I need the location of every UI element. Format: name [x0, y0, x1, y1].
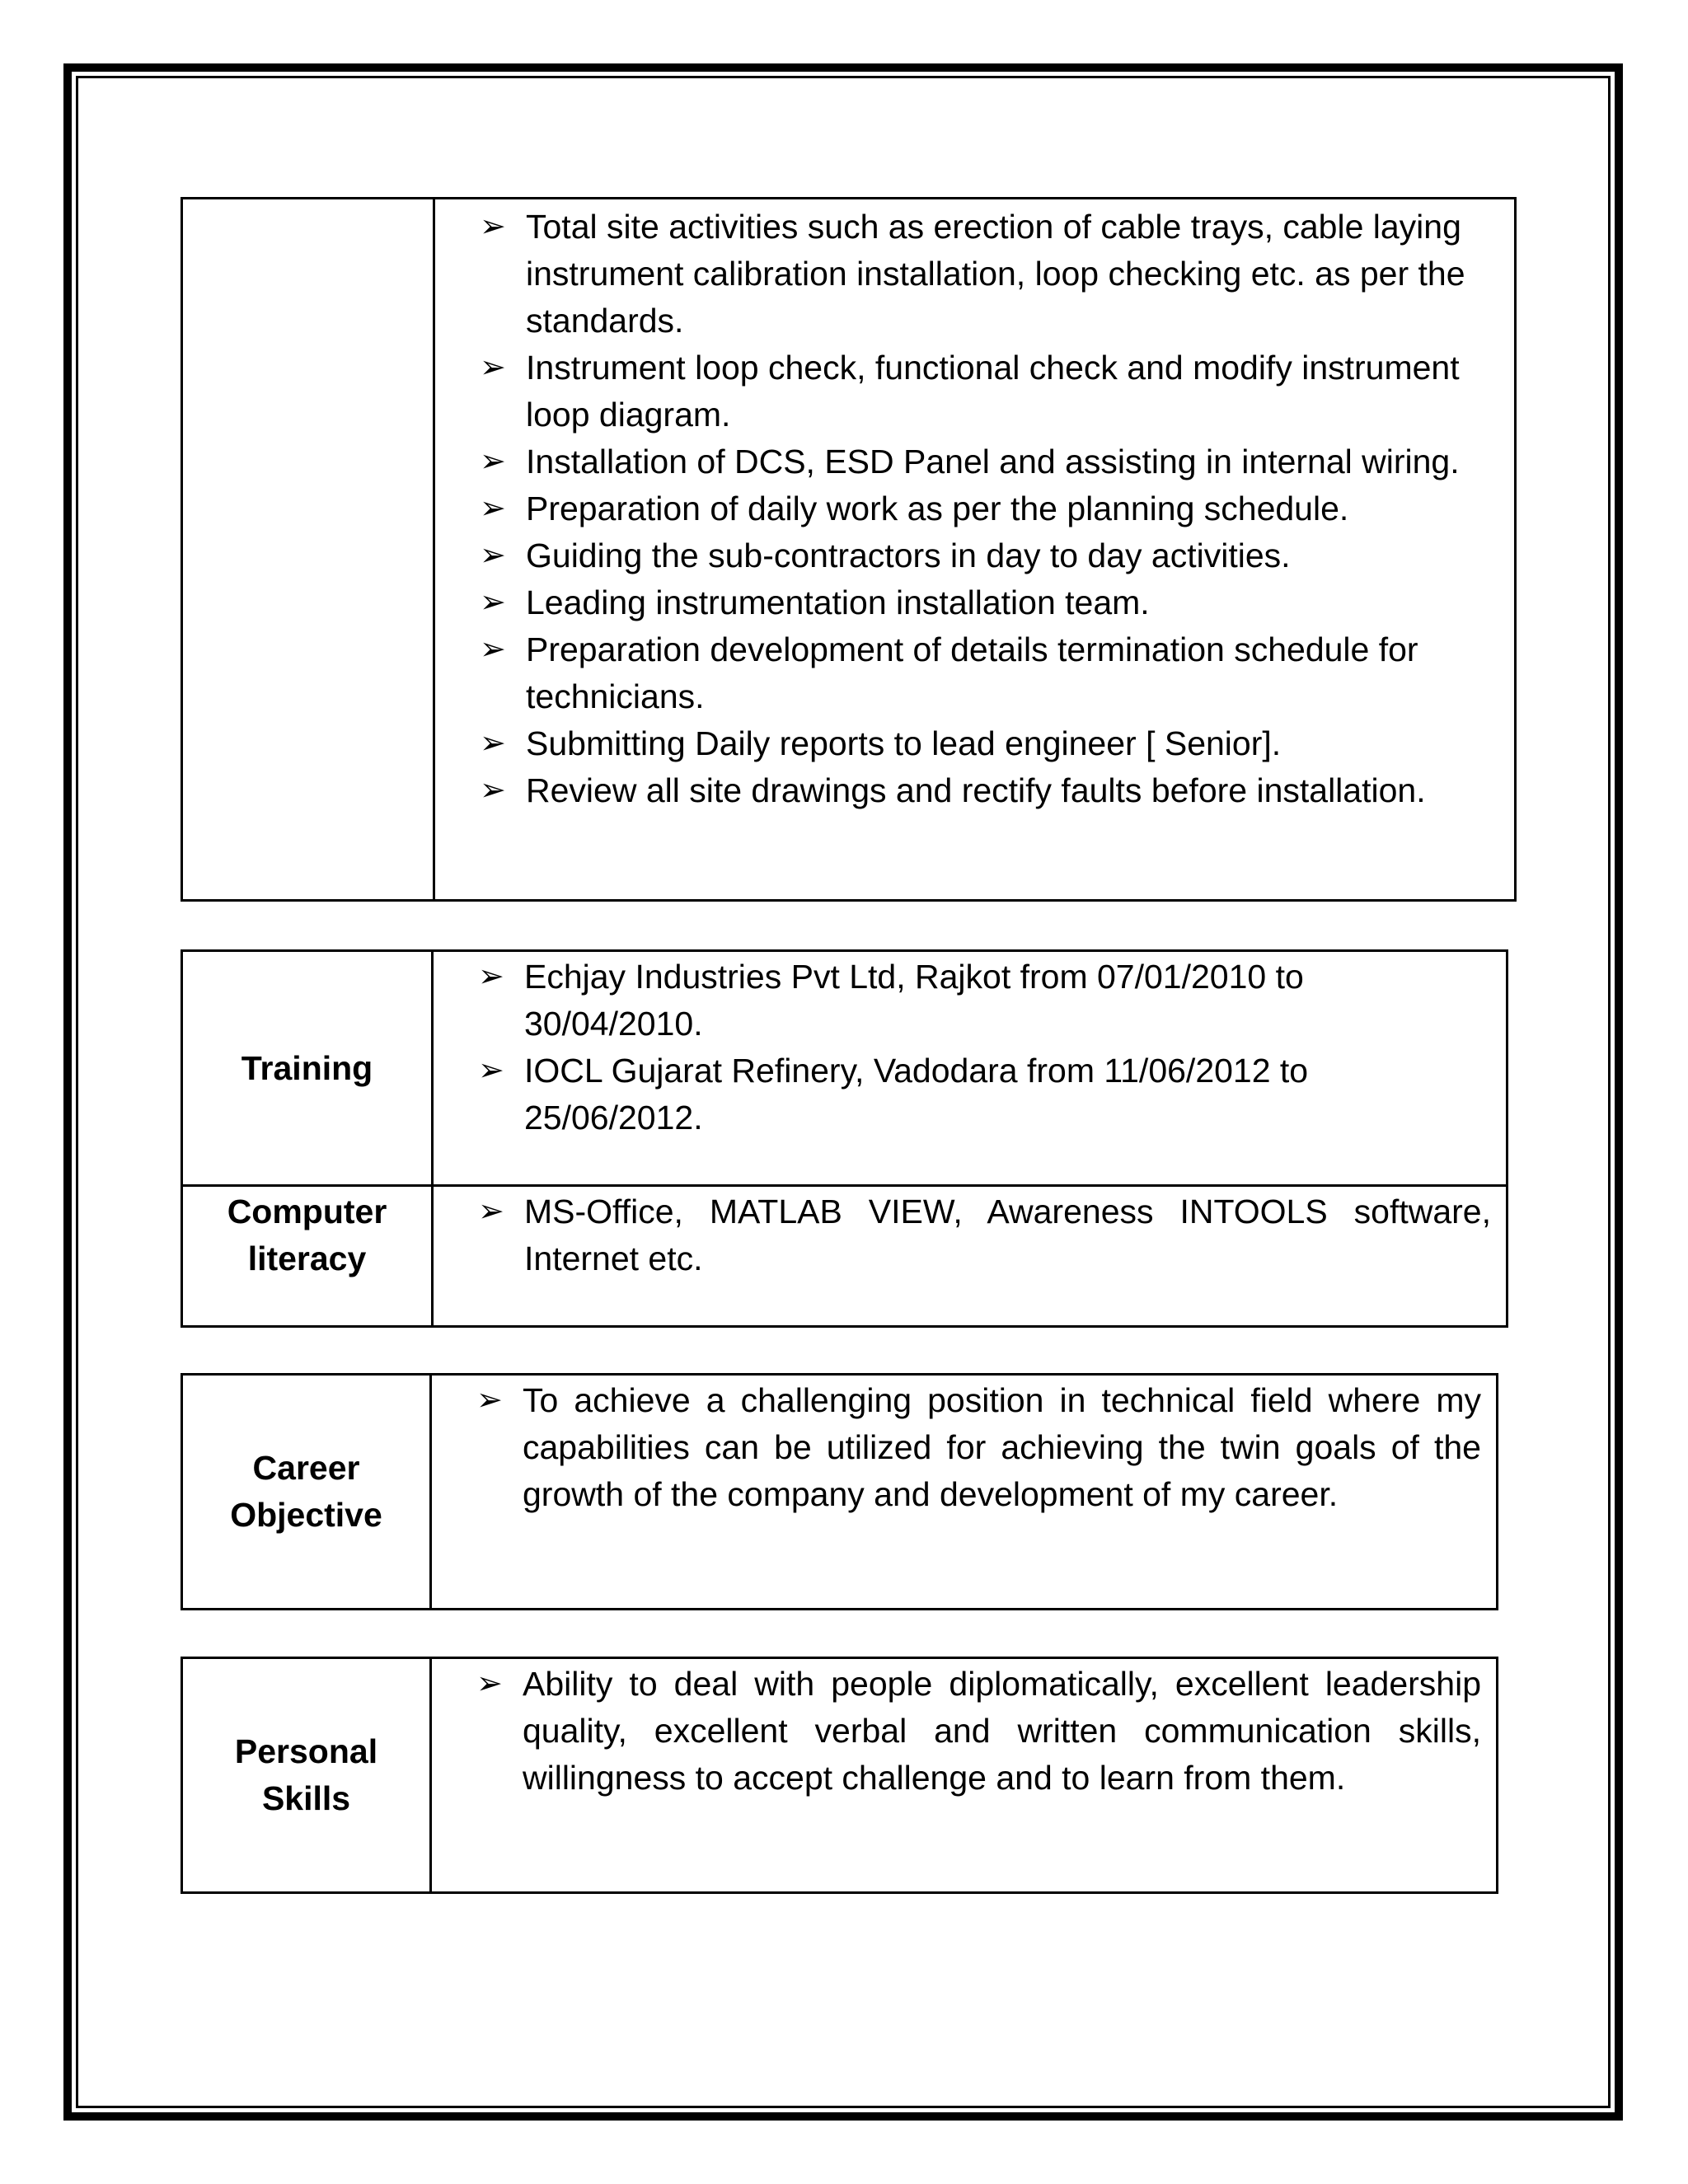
- list-item: ➢ To achieve a challenging position in technical field where my capabilities can be utilized for achieving the twin goals of the growth of the company and development of my career.: [523, 1377, 1481, 1518]
- work-duties-list: [480, 204, 1498, 814]
- training-computer-table: [181, 949, 1508, 1328]
- arrowhead-bullet-icon: ➢: [480, 585, 506, 620]
- computer-literacy-content-cell: [433, 1186, 1507, 1327]
- training-list: [478, 954, 1489, 1141]
- personal-skills-table: [181, 1657, 1498, 1894]
- arrowhead-bullet-icon: ➢: [480, 726, 506, 761]
- arrowhead-bullet-icon: ➢: [480, 491, 506, 526]
- personal-skills-content-cell: [431, 1658, 1498, 1893]
- work-duties-content-cell: [434, 199, 1516, 901]
- computer-literacy-label: Computer literacy: [182, 1186, 433, 1327]
- list-item: ➢ Total site activities such as erection of cable trays, cable laying instrument calibration installation, loop checking etc. as per the standards.: [526, 204, 1498, 344]
- training-label: Training: [182, 951, 433, 1186]
- list-item: ➢ Ability to deal with people diplomatically, excellent leadership quality, excellent verbal and written communication skills, willingness to accept challenge and to learn from them.: [523, 1661, 1481, 1802]
- list-item: ➢ Instrument loop check, functional check and modify instrument loop diagram.: [526, 344, 1498, 438]
- list-item: ➢ MS-Office, MATLAB VIEW, Awareness INTOOLS software, Internet etc.: [524, 1188, 1491, 1282]
- arrowhead-bullet-icon: ➢: [478, 1194, 504, 1229]
- list-item: ➢ Preparation development of details termination schedule for technicians.: [526, 626, 1498, 720]
- arrowhead-bullet-icon: ➢: [476, 1666, 503, 1701]
- list-item: ➢ Installation of DCS, ESD Panel and assisting in internal wiring.: [526, 438, 1498, 485]
- arrowhead-bullet-icon: ➢: [478, 1053, 504, 1088]
- career-objective-table: [181, 1373, 1498, 1610]
- training-content-cell: [433, 951, 1507, 1186]
- arrowhead-bullet-icon: ➢: [480, 444, 506, 479]
- personal-skills-label: Personal Skills: [182, 1658, 431, 1893]
- arrowhead-bullet-icon: ➢: [476, 1383, 503, 1418]
- list-item: ➢ Echjay Industries Pvt Ltd, Rajkot from 07/01/2010 to 30/04/2010.: [524, 954, 1489, 1047]
- list-item: ➢ Submitting Daily reports to lead engineer [ Senior].: [526, 720, 1498, 767]
- arrowhead-bullet-icon: ➢: [480, 350, 506, 385]
- list-item: ➢ Leading instrumentation installation team.: [526, 579, 1498, 626]
- work-duties-table: [181, 197, 1517, 902]
- list-item: ➢ Review all site drawings and rectify faults before installation.: [526, 767, 1498, 814]
- arrowhead-bullet-icon: ➢: [480, 209, 506, 244]
- list-item: ➢ IOCL Gujarat Refinery, Vadodara from 11/06/2012 to 25/06/2012.: [524, 1047, 1489, 1141]
- arrowhead-bullet-icon: ➢: [480, 632, 506, 667]
- arrowhead-bullet-icon: ➢: [478, 959, 504, 994]
- arrowhead-bullet-icon: ➢: [480, 773, 506, 808]
- career-objective-label: Career Objective: [182, 1375, 431, 1610]
- list-item: ➢ Preparation of daily work as per the planning schedule.: [526, 485, 1498, 532]
- computer-literacy-list: [478, 1188, 1491, 1282]
- work-duties-label-cell: [182, 199, 434, 901]
- career-objective-content-cell: [431, 1375, 1498, 1610]
- list-item: ➢ Guiding the sub-contractors in day to day activities.: [526, 532, 1498, 579]
- career-objective-list: [476, 1377, 1481, 1518]
- arrowhead-bullet-icon: ➢: [480, 538, 506, 573]
- personal-skills-list: [476, 1661, 1481, 1802]
